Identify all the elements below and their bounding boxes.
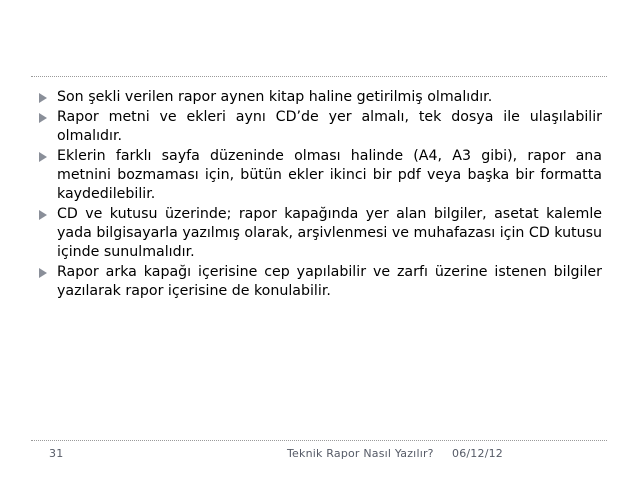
triangle-right-icon: [39, 210, 47, 220]
bullet-text: Son şekli verilen rapor aynen kitap haline getirilmiş olmalıdır.: [57, 89, 493, 105]
page-number: 31: [49, 447, 64, 460]
bullet-item: [36, 108, 602, 146]
bullet-list: [36, 88, 602, 301]
triangle-right-icon: [39, 113, 47, 123]
bullet-text: Eklerin farklı sayfa düzeninde olması halinde (A4, A3 gibi), rapor ana metnini bozmaması için, bütün ekler ikinci bir pdf veya başka bir formatta kaydedilebilir.: [57, 148, 602, 202]
triangle-right-icon: [39, 268, 47, 278]
bottom-divider: [31, 440, 607, 441]
bullet-item: [36, 88, 602, 107]
top-divider: [31, 76, 607, 77]
bullet-text: Rapor metni ve ekleri aynı CD’de yer almalı, tek dosya ile ulaşılabilir olmalıdır.: [57, 109, 602, 144]
triangle-right-icon: [39, 93, 47, 103]
bullet-text: CD ve kutusu üzerinde; rapor kapağında yer alan bilgiler, asetat kalemle yada bilgisayarla yazılmış olarak, arşivlenmesi ve muhafazası için CD kutusu içinde sunulmalıdır.: [57, 206, 602, 260]
bullet-text: Rapor arka kapağı içerisine cep yapılabilir ve zarfı üzerine istenen bilgiler yazılarak rapor içerisine de konulabilir.: [57, 264, 602, 299]
triangle-right-icon: [39, 152, 47, 162]
bullet-item: [36, 205, 602, 262]
bullet-item: [36, 263, 602, 301]
bullet-item: [36, 147, 602, 204]
footer-date: 06/12/12: [452, 447, 504, 460]
footer-title: Teknik Rapor Nasıl Yazılır?: [287, 447, 434, 460]
